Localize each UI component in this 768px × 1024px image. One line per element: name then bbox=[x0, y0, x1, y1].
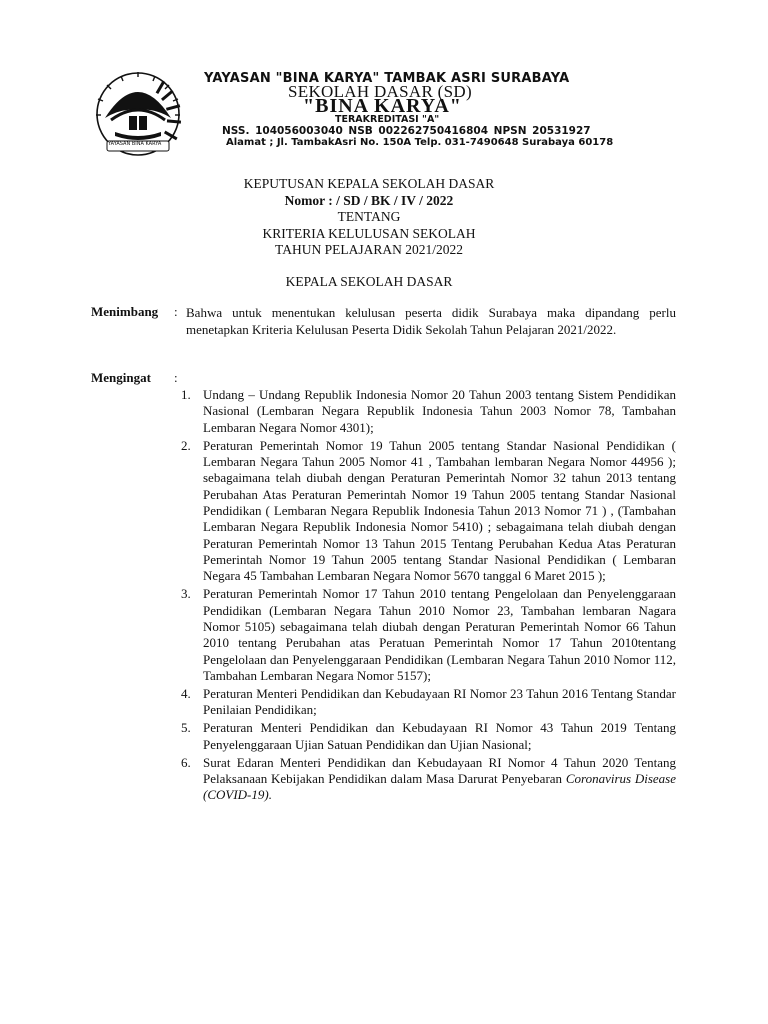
list-item-text: Surat Edaran Menteri Pendidikan dan Kebudayaan RI Nomor 4 Tahun 2020 Tentang Pelaksanaan Kebijakan Pendidikan dalam Masa Darurat Penyebaran bbox=[203, 754, 676, 786]
list-number: 3. bbox=[181, 586, 191, 602]
title-line: KRITERIA KELULUSAN SEKOLAH bbox=[262, 225, 476, 241]
logo-text: YAYASAN BINA KARYA bbox=[108, 141, 162, 147]
list-number: 4. bbox=[181, 685, 191, 701]
list-item bbox=[176, 755, 676, 804]
school-ids: NSS. 104056003040 NSB 002262750416804 NPSN 20531927 bbox=[222, 125, 591, 137]
list-item bbox=[176, 387, 676, 436]
list-item-italic-text: Coronavirus Disease (COVID-19). bbox=[203, 770, 677, 803]
menimbang-label: Menimbang bbox=[91, 304, 159, 319]
list-item bbox=[176, 438, 676, 585]
school-address: Alamat ; Jl. TambakAsri No. 150A Telp. 031-7490648 Surabaya 60178 bbox=[226, 137, 614, 148]
list-item bbox=[176, 586, 676, 684]
school-name: "BINA KARYA" bbox=[303, 95, 462, 117]
section-heading: KEPALA SEKOLAH DASAR bbox=[285, 274, 453, 289]
list-item-text: Peraturan Pemerintah Nomor 17 Tahun 2010 tentang Pengelolaan dan Penyelenggaraan Pendidikan (Lembaran Negara Tahun 2010 Nomor 23, Tambahan lembaran Nagara Nomor 5105) sebagaimana telah diubah dengan Peraturan Pemerintah Nomor 66 Tahun 2010 tentang Perubahan atas Peratuan Pemerintah Nomor 17 Tahun 2010tentang Pengelolaan dan Penyelenggaraan Pendidikan (Lembaran Negara Tahun 2010 Nomor 112, Tambahan Lembaran Negara Nomor 5157); bbox=[203, 586, 676, 684]
list-item bbox=[176, 720, 676, 753]
list-item-text: Undang – Undang Republik Indonesia Nomor 20 Tahun 2003 tentang Sistem Pendidikan Nasional (Lembaran Negara Republik Indonesia Tahun 2003 Nomor 78, Tambahan Lembaran Negara Nomor 4301); bbox=[203, 387, 676, 435]
mengingat-list bbox=[176, 387, 676, 805]
list-number: 5. bbox=[181, 720, 191, 736]
menimbang-colon: : bbox=[174, 304, 178, 319]
accreditation: TERAKREDITASI "A" bbox=[335, 114, 440, 125]
list-item bbox=[176, 686, 676, 719]
menimbang-text: Bahwa untuk menentukan kelulusan peserta didik Surabaya maka dipandang perlu menetapkan Kriteria Kelulusan Peserta Didik Sekolah Tahun Pelajaran 2021/2022. bbox=[186, 305, 676, 337]
letterhead bbox=[0, 0, 768, 160]
title-line: TAHUN PELAJARAN 2021/2022 bbox=[275, 242, 463, 257]
list-item-text: Peraturan Menteri Pendidikan dan Kebudayaan RI Nomor 43 Tahun 2019 Tentang Penyelenggaraan Ujian Satuan Pendidikan dan Ujian Nasional; bbox=[203, 720, 676, 752]
list-number: 1. bbox=[181, 387, 191, 402]
list-item-text: Peraturan Menteri Pendidikan dan Kebudayaan RI Nomor 23 Tahun 2016 Tentang Standar Penilaian Pendidikan; bbox=[203, 685, 676, 718]
mengingat-colon: : bbox=[174, 370, 178, 385]
list-item-text: Peraturan Pemerintah Nomor 19 Tahun 2005 tentang Standar Nasional Pendidikan ( Lembaran Negara Tahun 2005 Nomor 41 , Tambahan lembaran Negara Nomor 44956 ); sebagaimana telah diubah dengan Peraturan Pemerintah Nomor 32 tahun 2013 tentang Perubahan Atas Peraturan Pemerintah Nomor 19 Tahun 2005 tentang Standar Nasional Pendidikan ( Lembaran Negara Republik Indonesia Tahun 2013 Nomor 71 ) , (Tambahan Lembaran Negara Republik Indonesia Nomor 5410) ; sebagaimana telah diubah dengan Peraturan Pemerintah Nomor 13 Tahun 2015 Tentang Perubahan Kedua Atas Peraturan Pemerintah Nomor 19 Tahun 2005 tentang Standar Nasional Pendidikan ( Lembaran Negara 45 Tambahan Lembaran Negara Nomor 5670 tanggal 6 Maret 2015 ); bbox=[203, 437, 676, 584]
mengingat-label: Mengingat bbox=[91, 370, 151, 385]
list-number: 2. bbox=[181, 437, 191, 453]
list-number: 6. bbox=[181, 754, 191, 770]
title-line: KEPUTUSAN KEPALA SEKOLAH DASAR bbox=[243, 176, 495, 191]
title-line: Nomor : / SD / BK / IV / 2022 bbox=[284, 192, 454, 208]
foundation-name: YAYASAN "BINA KARYA" TAMBAK ASRI SURABAYA bbox=[204, 71, 570, 86]
school-type: SEKOLAH DASAR (SD) bbox=[288, 82, 472, 101]
document-title-block bbox=[170, 176, 568, 259]
title-line: TENTANG bbox=[337, 209, 401, 224]
